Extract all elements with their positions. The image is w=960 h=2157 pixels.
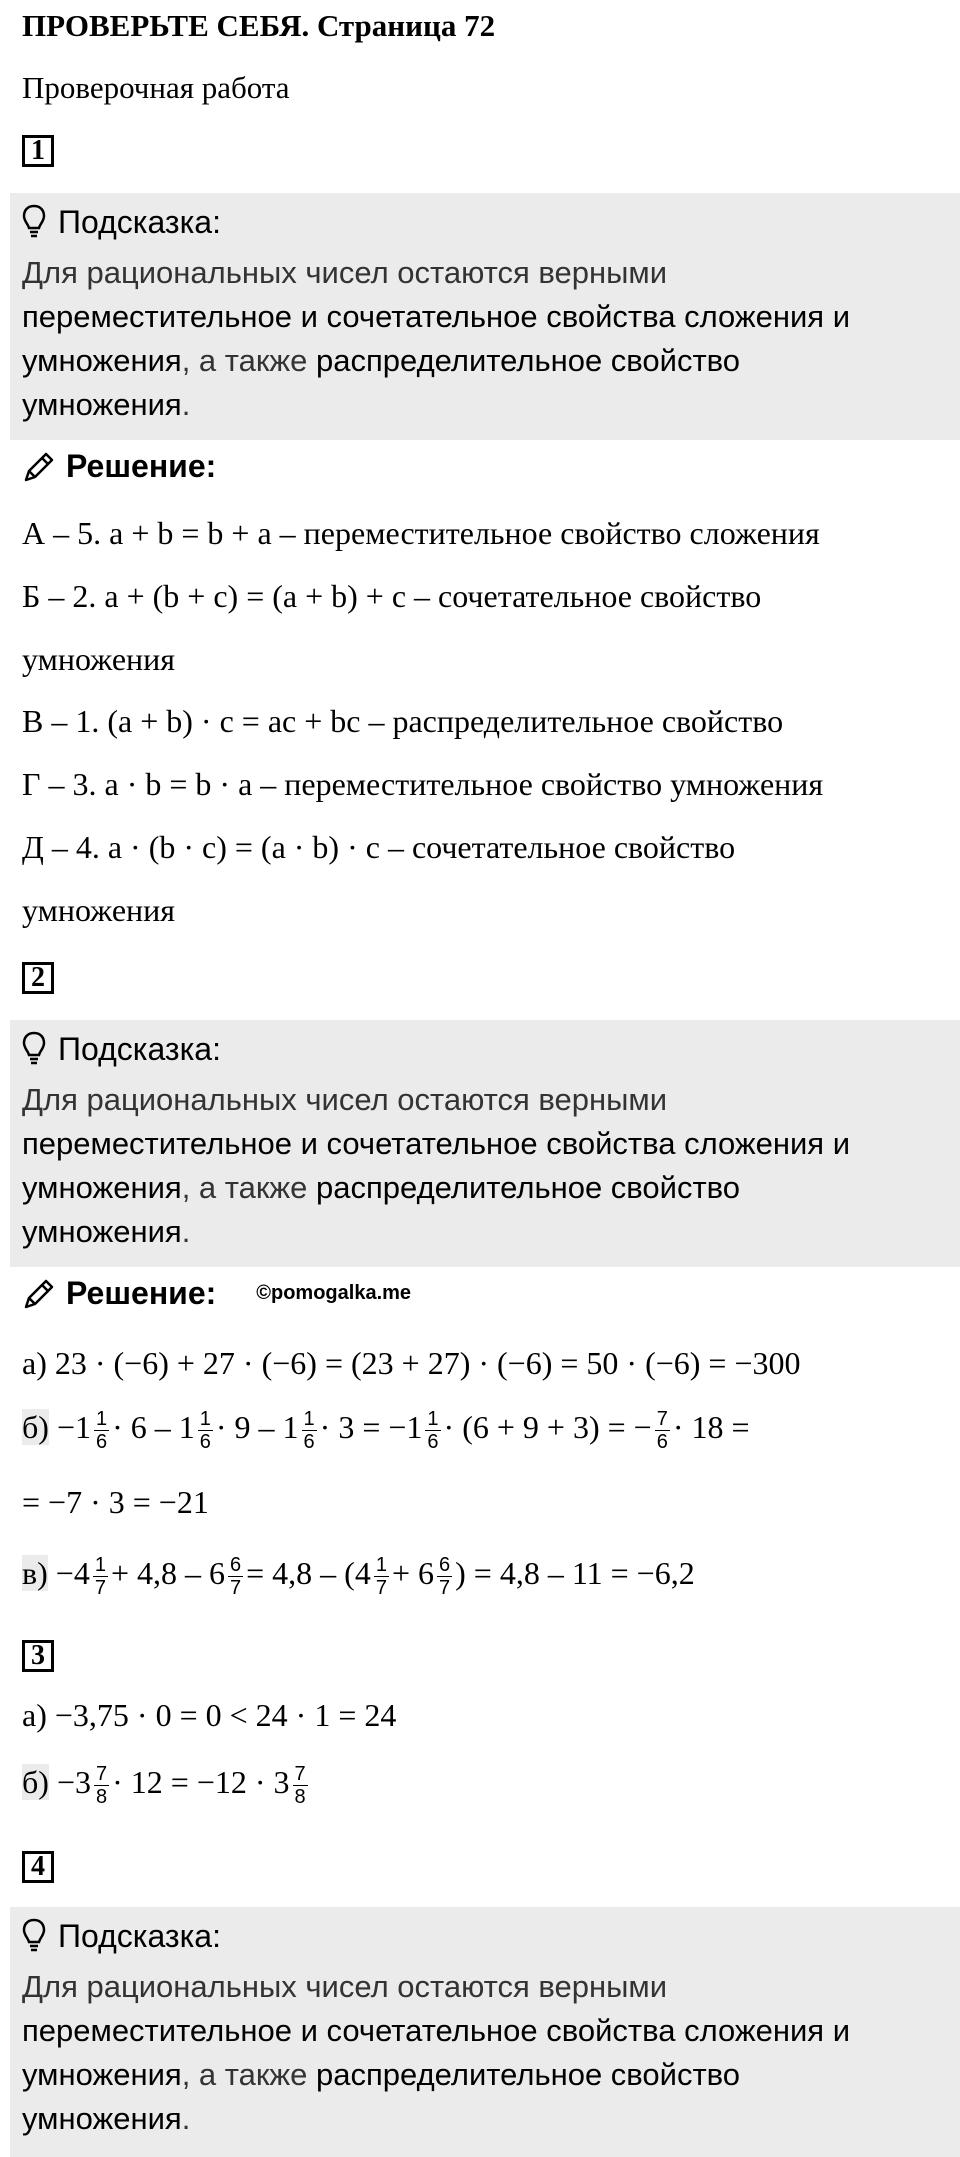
fraction: $\frac{1}{7}$ [94, 1554, 106, 1599]
hint-line: переместительное и сочетательное свойства сложения и [22, 1126, 851, 1161]
hint-box-1 [10, 193, 960, 440]
hint-line: умножения, а также распределительное свойство [22, 2057, 741, 2092]
fraction: $\frac{7}{8}$ [294, 1763, 306, 1808]
lightbulb-icon [22, 1031, 46, 1067]
fraction: $\frac{1}{6}$ [303, 1408, 315, 1453]
hint-line: умножения. [22, 1214, 191, 1249]
solution-line: умножения [22, 892, 176, 928]
hint-line: умножения, а также распределительное свойство [22, 1170, 741, 1205]
hint-header [22, 1907, 948, 1965]
hint-header [22, 1020, 948, 1078]
hint-line: Для рациональных чисел остаются верными [22, 1082, 668, 1117]
fraction: $\frac{1}{6}$ [95, 1408, 108, 1453]
solution-line-b: б) −3 $\frac{7}{8}$ · 12 = −12 · 3 $\frac{7}{8}$ [22, 1763, 306, 1808]
hint-text [22, 1965, 948, 2141]
hint-text [22, 251, 948, 427]
solution-header-1 [22, 448, 216, 485]
solution-line-b2: = −7 · 3 = −21 [22, 1484, 209, 1520]
hint-line: умножения. [22, 387, 191, 422]
solution-label: Решение: [66, 1275, 217, 1311]
solution-line: В – 1. (a + b) · c = ac + bc – распределительное свойство [22, 703, 784, 739]
hint-label: Подсказка: [58, 1030, 221, 1067]
fraction: $\frac{6}{7}$ [229, 1554, 242, 1599]
page-title: ПРОВЕРЬТЕ СЕБЯ. Страница 72 [22, 8, 496, 43]
lightbulb-icon [22, 204, 46, 240]
task-number-1: 1 [22, 135, 54, 167]
hint-line: переместительное и сочетательное свойства сложения и [22, 2013, 851, 2048]
pencil-icon [22, 1277, 56, 1311]
solution-line-a: а) −3,75 · 0 = 0 < 24 · 1 = 24 [22, 1697, 397, 1733]
hint-line: переместительное и сочетательное свойства сложения и [22, 299, 851, 334]
task-number-4: 4 [22, 1851, 54, 1883]
page-subtitle: Проверочная работа [22, 70, 290, 105]
fraction: $\frac{7}{8}$ [95, 1763, 108, 1808]
fraction: $\frac{7}{6}$ [656, 1408, 668, 1453]
solution-header-2 [22, 1275, 411, 1312]
solution-line-b: б) −1 $\frac{1}{6}$ · 6 – 1 $\frac{1}{6}$ · 9 – 1 $\frac{1}{6}$ · 3 = −1 $\frac{1}{6}$ · (6 + 9 + 3) = − $\frac{7}{6}$ · 18 = [22, 1408, 750, 1453]
solution-line-v: в) −4 $\frac{1}{7}$ + 4,8 – 6 $\frac{6}{7}$ = 4,8 – (4 $\frac{1}{7}$ + 6 $\frac{6}{7}$ ) = 4,8 – 11 = −6,2 [22, 1554, 695, 1599]
solution-line: Д – 4. a · (b · c) = (a · b) · c – сочетательное свойство [22, 829, 736, 865]
lightbulb-icon [22, 1918, 46, 1954]
task-number-2: 2 [22, 962, 54, 994]
hint-line: Для рациональных чисел остаются верными [22, 1969, 668, 2004]
solution-line-a: а) 23 · (−6) + 27 · (−6) = (23 + 27) · (−6) = 50 · (−6) = −300 [22, 1345, 801, 1381]
fraction: $\frac{6}{7}$ [438, 1554, 451, 1599]
solution-line: Б – 2. a + (b + c) = (a + b) + c – сочетательное свойство [22, 578, 762, 614]
fraction: $\frac{1}{7}$ [375, 1554, 387, 1599]
solution-line: умножения [22, 641, 176, 677]
hint-line: Для рациональных чисел остаются верными [22, 255, 668, 290]
pencil-icon [22, 450, 56, 484]
task-number-3: 3 [22, 1640, 54, 1672]
hint-header [22, 193, 948, 251]
hint-line: умножения, а также распределительное свойство [22, 343, 741, 378]
hint-line: умножения. [22, 2101, 191, 2136]
hint-label: Подсказка: [58, 1917, 221, 1954]
solution-label: Решение: [66, 448, 217, 484]
hint-label: Подсказка: [58, 203, 221, 240]
hint-text [22, 1078, 948, 1254]
solution-line: А – 5. a + b = b + a – переместительное свойство сложения [22, 515, 820, 551]
watermark: ©pomogalka.me [256, 1282, 412, 1304]
fraction: $\frac{1}{6}$ [427, 1408, 439, 1453]
fraction: $\frac{1}{6}$ [199, 1408, 211, 1453]
solution-line: Г – 3. a · b = b · a – переместительное свойство умножения [22, 766, 824, 802]
hint-box-2 [10, 1020, 960, 1267]
hint-box-4 [10, 1907, 960, 2157]
